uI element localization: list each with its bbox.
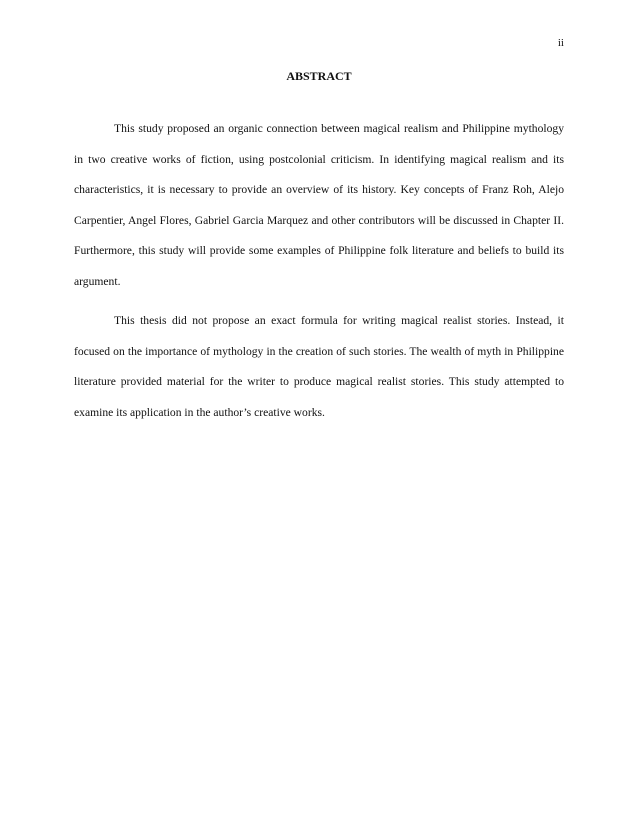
page-number: ii: [557, 37, 564, 49]
abstract-paragraph-2: This thesis did not propose an exact formula for writing magical realist stories. Instead, it focused on the importance of mythology in the creation of such stories. The wealth of myth in Philippine literature provided material for the writer to produce magical realist stories. This study attempted to examine its application in the author’s creative works.: [74, 314, 564, 419]
abstract-paragraph-1: This study proposed an organic connection between magical realism and Philippine mythology in two creative works of fiction, using postcolonial criticism. In identifying magical realism and its characteristics, it is necessary to provide an overview of its history. Key concepts of Franz Roh, Alejo Carpentier, Angel Flores, Gabriel Garcia Marquez and other contributors will be discussed in Chapter II. Furthermore, this study will provide some examples of Philippine folk literature and beliefs to build its argument.: [74, 122, 564, 288]
abstract-body: [74, 114, 564, 437]
abstract-title: ABSTRACT: [286, 69, 352, 83]
